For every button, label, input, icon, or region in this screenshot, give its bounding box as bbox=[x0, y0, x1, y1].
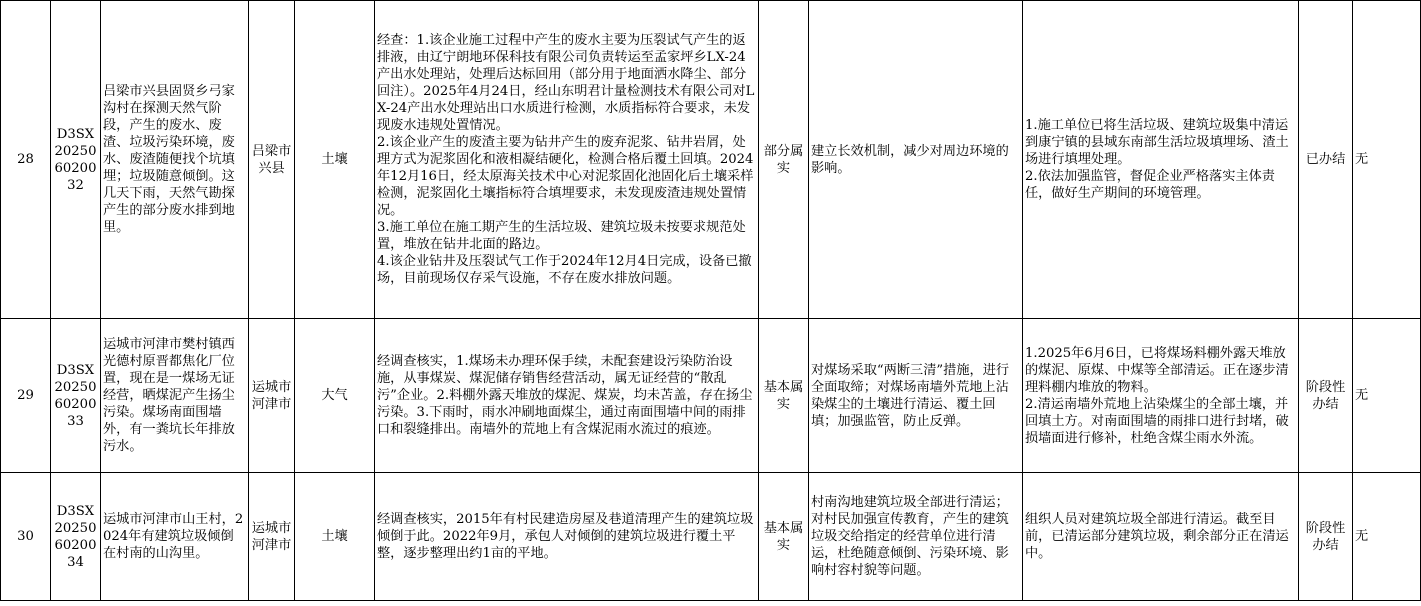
table-row bbox=[1, 1, 1421, 319]
region: 运城市河津市 bbox=[249, 319, 295, 473]
verdict: 基本属实 bbox=[759, 473, 809, 601]
issue-description: 运城市河津市山王村，2024年有建筑垃圾倾倒在村南的山沟里。 bbox=[101, 473, 249, 601]
handling-opinion: 村南沟地建筑垃圾全部进行清运；对村民加强宣传教育，产生的建筑垃圾交给指定的经营单位进行清运，杜绝随意倾倒、污染环境、影响村容村貌等问题。 bbox=[809, 473, 1023, 601]
rectification-status: 组织人员对建筑垃圾全部进行清运。截至目前，已清运部分建筑垃圾，剩余部分正在清运中。 bbox=[1023, 473, 1299, 601]
investigation-findings: 经调查核实，1.煤场未办理环保手续，未配套建设污染防治设施，从事煤炭、煤泥储存销售经营活动，属无证经营的“散乱污”企业。2.料棚外露天堆放的煤泥、煤炭，均未苫盖，存在扬尘污染。3.下雨时，雨水冲刷地面煤尘，通过南面围墙中间的雨排口和裂缝排出。南墙外的荒地上有含煤泥雨水流过的痕迹。 bbox=[375, 319, 759, 473]
row-number: 28 bbox=[1, 1, 51, 319]
rectification-status: 1.施工单位已将生活垃圾、建筑垃圾集中清运到康宁镇的县域东南部生活垃圾填埋场、渣土场进行填埋处理。 2.依法加强监管，督促企业严格落实主体责任，做好生产期间的环境管理。 bbox=[1023, 1, 1299, 319]
issue-description: 运城市河津市樊村镇西光德村原晋都焦化厂位置，现在是一煤场无证经营，晒煤泥产生扬尘污染。煤场南面围墙外，有一粪坑长年排放污水。 bbox=[101, 319, 249, 473]
case-code: D3SX202506020034 bbox=[51, 473, 101, 601]
row-number: 29 bbox=[1, 319, 51, 473]
accountability: 无 bbox=[1353, 1, 1421, 319]
case-code: D3SX202506020033 bbox=[51, 319, 101, 473]
verdict: 部分属实 bbox=[759, 1, 809, 319]
investigation-findings: 经查：1.该企业施工过程中产生的废水主要为压裂试气产生的返排液，由辽宁朗地环保科技有限公司负责转运至孟家坪乡LX-24产出水处理站，处理后达标回用（部分用于地面洒水降尘、部分回注）。2025年4月24日，经山东明君计量检测技术有限公司对LX-24产出水处理站出口水质进行检测，水质指标符合要求，未发现废水违规处置情况。 2.该企业产生的废渣主要为钻井产生的废弃泥浆、钻井岩屑，处理方式为泥浆固化和液相凝结硬化，检测合格后覆土回填。2024年12月16日，经太原海关技术中心对泥浆固化池固化后土壤采样检测，泥浆固化土壤指标符合填埋要求，未发现废渣违规处置情况。 3.施工单位在施工期产生的生活垃圾、建筑垃圾未按要求规范处置，堆放在钻井北面的路边。 4.该企业钻井及压裂试气工作于2024年12月4日完成，设备已撤场，目前现场仅存采气设施，不存在废水排放问题。 bbox=[375, 1, 759, 319]
completion-status: 阶段性办结 bbox=[1299, 473, 1353, 601]
completion-status: 阶段性办结 bbox=[1299, 319, 1353, 473]
investigation-findings: 经调查核实，2015年有村民建造房屋及巷道清理产生的建筑垃圾倾倒于此。2022年9月，承包人对倾倒的建筑垃圾进行覆土平整，逐步整理出约1亩的平地。 bbox=[375, 473, 759, 601]
accountability: 无 bbox=[1353, 473, 1421, 601]
region: 运城市河津市 bbox=[249, 473, 295, 601]
verdict: 基本属实 bbox=[759, 319, 809, 473]
row-number: 30 bbox=[1, 473, 51, 601]
issue-description: 吕梁市兴县固贤乡弓家沟村在探测天然气阶段，产生的废水、废渣、垃圾污染环境，废水、废渣随便找个坑填埋；垃圾随意倾倒。这几天下雨，天然气勘探产生的部分废水排到地里。 bbox=[101, 1, 249, 319]
pollution-category: 土壤 bbox=[295, 473, 375, 601]
handling-opinion: 对煤场采取“两断三清”措施，进行全面取缔；对煤场南墙外荒地上沾染煤尘的土壤进行清运、覆土回填；加强监管，防止反弹。 bbox=[809, 319, 1023, 473]
accountability: 无 bbox=[1353, 319, 1421, 473]
pollution-category: 土壤 bbox=[295, 1, 375, 319]
handling-opinion: 建立长效机制，减少对周边环境的影响。 bbox=[809, 1, 1023, 319]
rectification-status: 1.2025年6月6日，已将煤场料棚外露天堆放的煤泥、原煤、中煤等全部清运。正在逐步清理料棚内堆放的物料。 2.清运南墙外荒地上沾染煤尘的全部土壤，并回填土方。对南面围墙的雨排口进行封堵，破损墙面进行修补，杜绝含煤尘雨水外流。 bbox=[1023, 319, 1299, 473]
region: 吕梁市兴县 bbox=[249, 1, 295, 319]
case-code: D3SX202506020032 bbox=[51, 1, 101, 319]
completion-status: 已办结 bbox=[1299, 1, 1353, 319]
table-row bbox=[1, 319, 1421, 473]
pollution-category: 大气 bbox=[295, 319, 375, 473]
table-row bbox=[1, 473, 1421, 601]
